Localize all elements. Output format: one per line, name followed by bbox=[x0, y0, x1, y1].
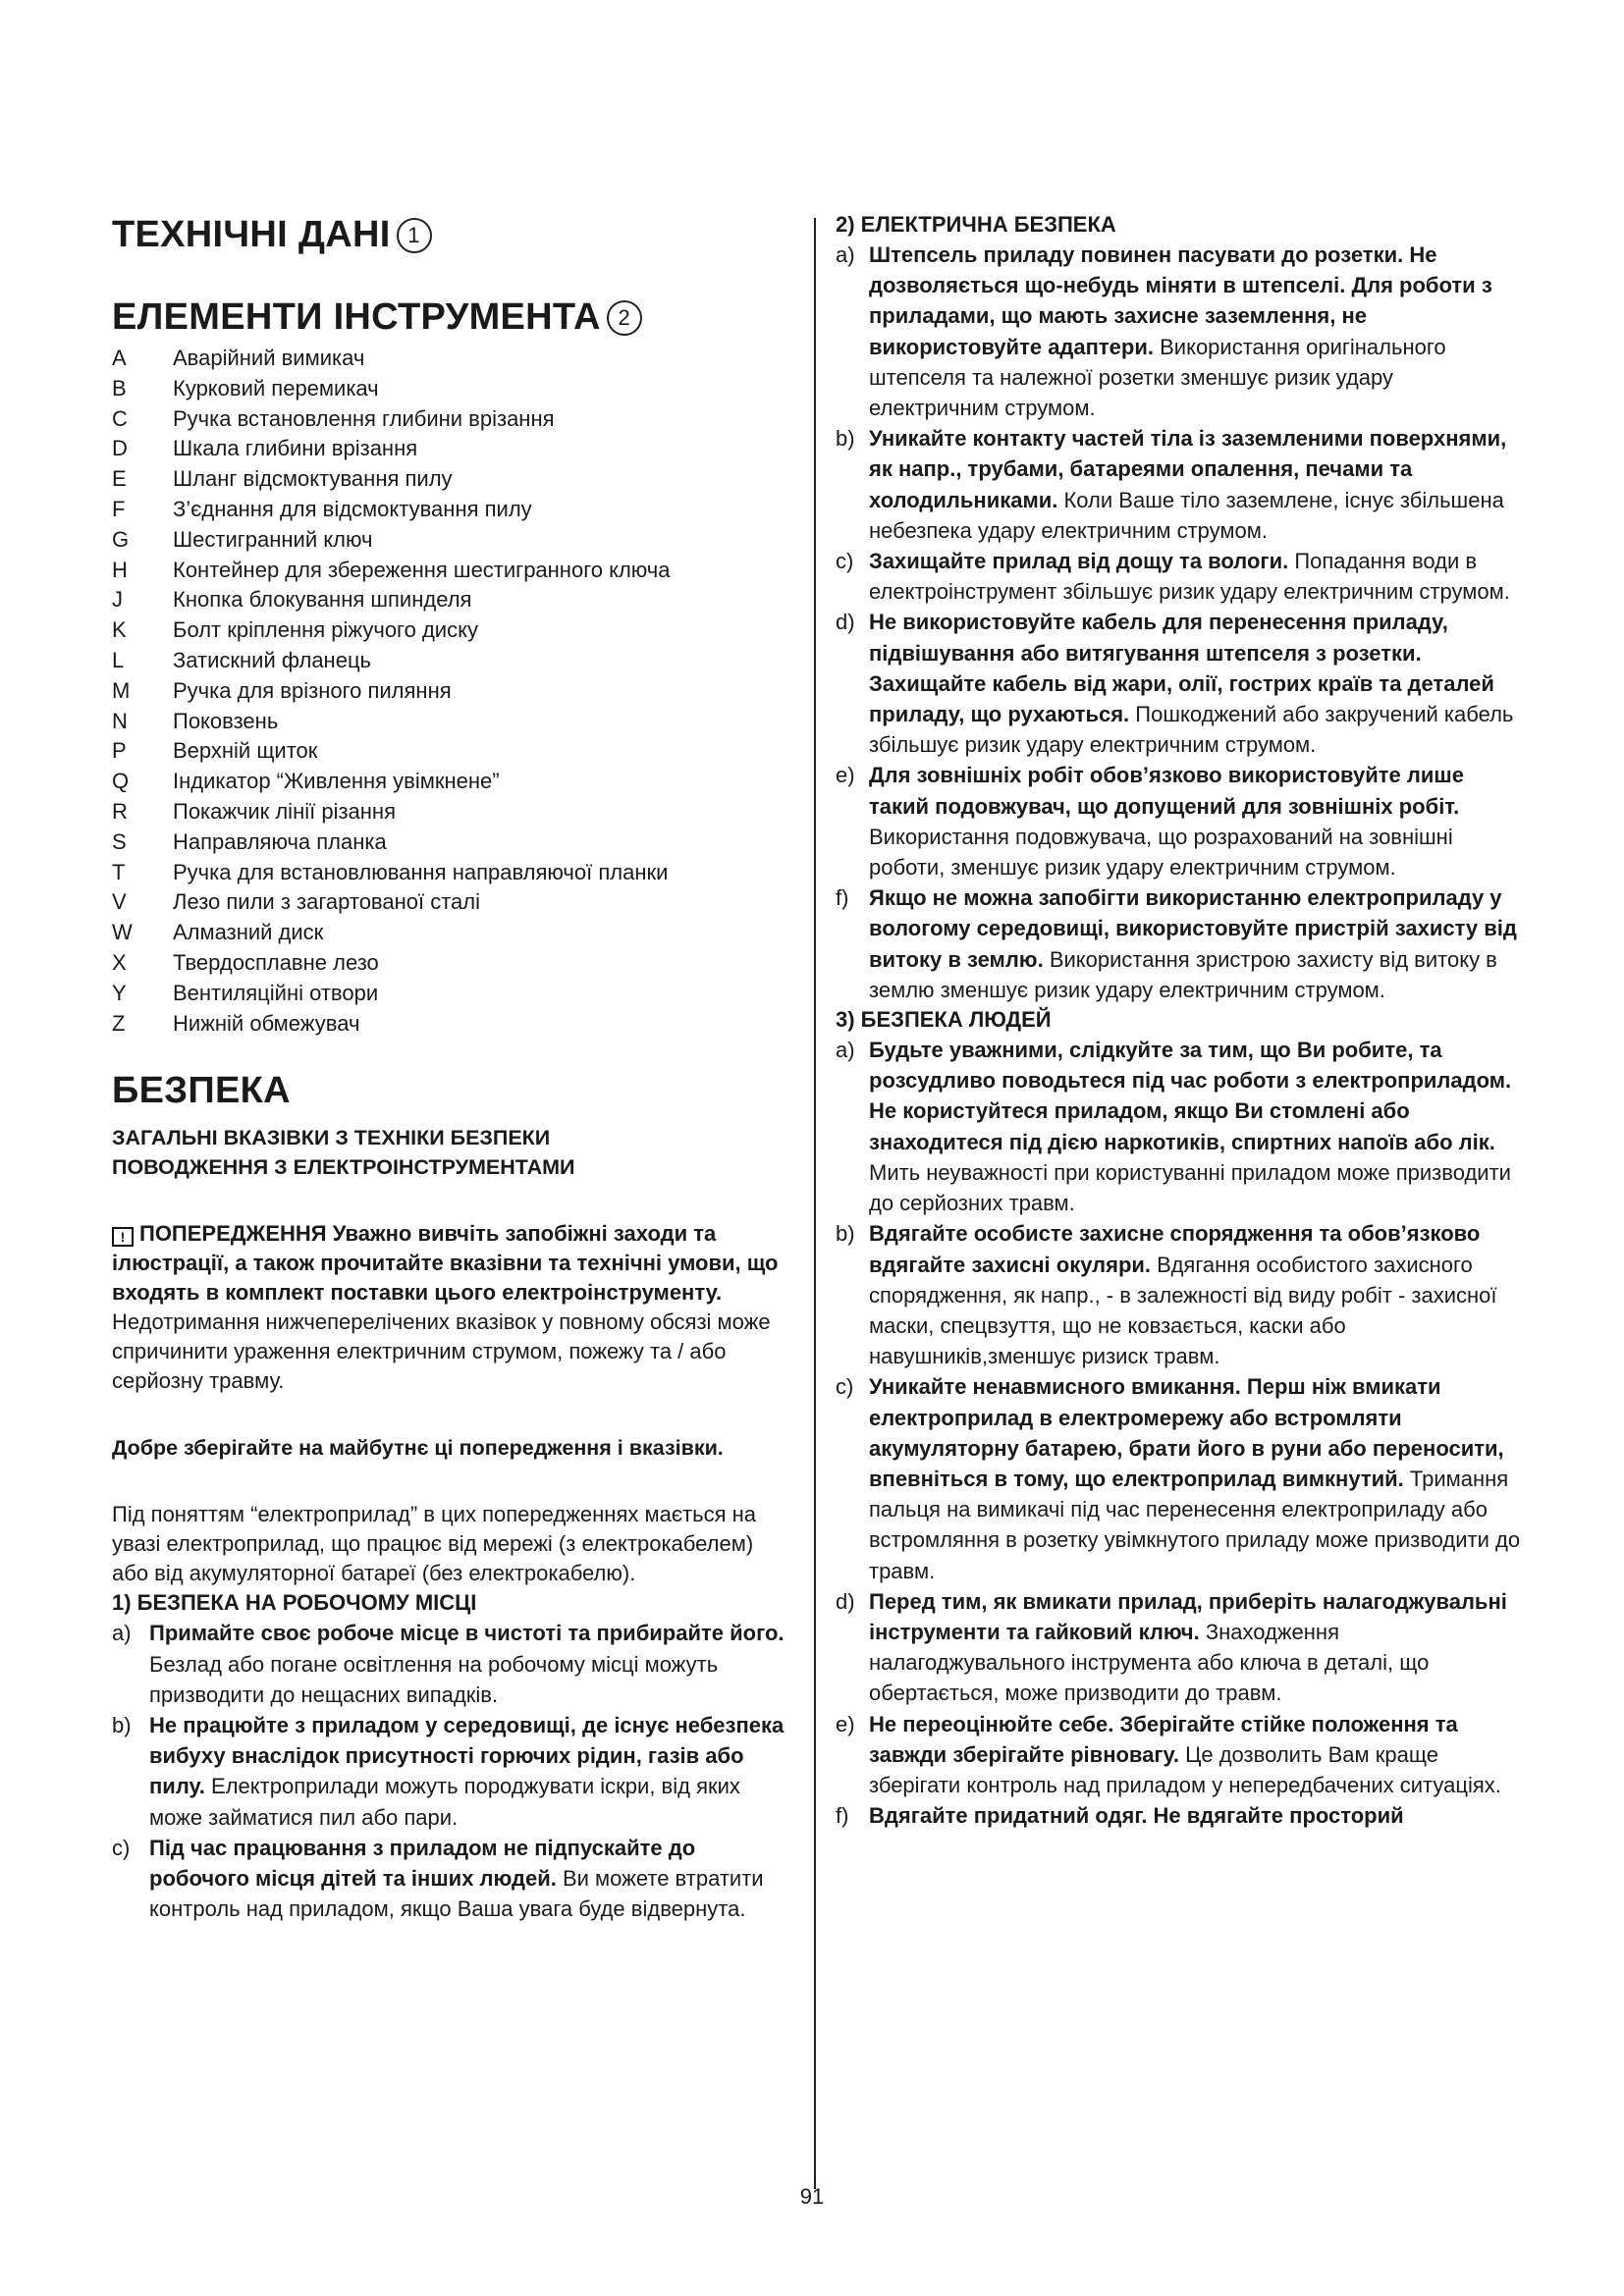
part-label: З’єднання для відсмоктування пилу bbox=[173, 496, 532, 521]
item-label: e) bbox=[836, 1711, 855, 1736]
part-item bbox=[112, 464, 789, 495]
item-plain-text: Попадання води в електроінструмент збільшує ризик удару електричним струмом. bbox=[869, 549, 1510, 605]
electrical-safety-item bbox=[836, 546, 1529, 607]
section-2-title: 2) ЕЛЕКТРИЧНА БЕЗПЕКА bbox=[836, 212, 1116, 237]
part-label: Кнопка блокування шпинделя bbox=[173, 587, 472, 613]
part-key: F bbox=[112, 496, 126, 521]
part-key: T bbox=[112, 859, 126, 884]
item-plain-text: Використання оригінального штепселя та належної розетки зменшує ризик удару електричним струмом. bbox=[869, 334, 1446, 421]
safety-heading: БЕЗПЕКА bbox=[112, 1070, 291, 1112]
item-text bbox=[149, 1618, 789, 1710]
part-item bbox=[112, 646, 789, 676]
item-text bbox=[869, 1035, 1529, 1218]
item-label: a) bbox=[836, 242, 855, 267]
item-bold-text: Захищайте прилад від дощу та вологи. bbox=[869, 549, 1289, 574]
part-item bbox=[112, 676, 789, 707]
part-item bbox=[112, 404, 789, 435]
item-bold-text: Штепсель приладу повинен пасувати до розетки. Не дозволяється що-небудь міняти в штепселі. Для роботи з приладами, що мають захисне заземлення, не використовуйте адаптери. bbox=[869, 242, 1492, 359]
part-label: Нижній обмежувач bbox=[173, 1010, 360, 1036]
part-key: P bbox=[112, 738, 127, 764]
part-label: Шланг відсмоктування пилу bbox=[173, 466, 453, 492]
item-plain-text: Ви можете втратити контроль над приладом, якщо Ваша увага буде відвернута. bbox=[149, 1865, 764, 1922]
electrical-safety-item bbox=[836, 240, 1529, 423]
part-item bbox=[112, 767, 789, 797]
part-item bbox=[112, 918, 789, 948]
item-text bbox=[869, 1709, 1529, 1801]
item-text bbox=[869, 423, 1529, 546]
definition-paragraph: Під поняттям “електроприлад” в цих попередженнях мається на увазі електроприлад, що працює від мережі (з електрокабелем) або від акумуляторної батареї (без електрокабелю). bbox=[112, 1502, 757, 1586]
item-plain-text: Це дозволить Вам краще зберігати контроль над приладом у непередбачених ситуаціях. bbox=[869, 1741, 1501, 1797]
part-label: Аварійний вимикач bbox=[173, 346, 365, 370]
item-plain-text: Електроприлади можуть породжувати іскри, від яких може займатися пил або пари. bbox=[149, 1774, 740, 1830]
electrical-safety-item bbox=[836, 760, 1529, 882]
part-item bbox=[112, 615, 789, 646]
item-bold-text: Під час працювання з приладом не підпускайте до робочого місця дітей та інших людей. bbox=[149, 1835, 696, 1891]
part-label: Верхній щиток bbox=[173, 738, 318, 764]
part-label: Індикатор “Живлення увімкнене” bbox=[173, 769, 500, 794]
item-bold-text: Якщо не можна запобігти використанню електроприладу у вологому середовищі, використовуйте пристрій захисту від витоку в землю. bbox=[869, 885, 1517, 972]
part-item bbox=[112, 979, 789, 1009]
part-item bbox=[112, 887, 789, 918]
part-label: Ручка встановлення глибини врізання bbox=[173, 405, 555, 431]
keep-instructions: Добре зберігайте на майбутнє ці попередження і вказівки. bbox=[112, 1436, 724, 1461]
part-key: K bbox=[112, 617, 127, 643]
item-text bbox=[869, 760, 1529, 882]
part-key: R bbox=[112, 798, 128, 824]
personal-safety-item bbox=[836, 1800, 1529, 1831]
personal-safety-item bbox=[836, 1371, 1529, 1585]
item-bold-text: Вдягайте особисте захисне спорядження та обов’язково вдягайте захисні окуляри. bbox=[869, 1221, 1481, 1277]
part-item bbox=[112, 707, 789, 737]
item-label: d) bbox=[836, 610, 855, 635]
item-bold-text: Примайте своє робоче місце в чистоті та прибирайте його. bbox=[149, 1621, 785, 1646]
item-label: f) bbox=[836, 1803, 849, 1829]
item-text bbox=[869, 240, 1529, 423]
part-item bbox=[112, 858, 789, 888]
item-bold-text: Уникайте контакту частей тіла із заземленими поверхнями, як напр., трубами, батареями опалення, печами та холодильниками. bbox=[869, 426, 1507, 512]
part-key: L bbox=[112, 647, 125, 672]
part-key: D bbox=[112, 436, 128, 461]
item-label: a) bbox=[836, 1038, 855, 1063]
page-number: 91 bbox=[799, 2184, 825, 2209]
left-column bbox=[112, 210, 789, 1924]
part-label: Болт кріплення ріжучого диску bbox=[173, 617, 478, 643]
part-label: Твердосплавне лезо bbox=[173, 949, 379, 975]
item-bold-text: Перед тим, як вмикати прилад, приберіть налагоджувальні інструменти та гайковий ключ. bbox=[869, 1588, 1507, 1644]
item-plain-text: Використання зристрою захисту від витоку в землю зменшує ризик удару електричним струмом. bbox=[869, 946, 1497, 1002]
item-text bbox=[869, 1218, 1529, 1371]
item-label: b) bbox=[112, 1712, 132, 1737]
part-label: Шестигранний ключ bbox=[173, 526, 373, 552]
part-label: Контейнер для збереження шестигранного ключа bbox=[173, 557, 671, 582]
part-label: Поковзень bbox=[173, 708, 279, 733]
part-key: Q bbox=[112, 769, 130, 794]
parts-list bbox=[112, 344, 789, 1039]
part-label: Вентиляційні отвори bbox=[173, 980, 379, 1005]
part-item bbox=[112, 374, 789, 404]
workplace-safety-item bbox=[112, 1833, 789, 1925]
part-item bbox=[112, 585, 789, 615]
section-3-items bbox=[836, 1035, 1529, 1831]
item-text bbox=[149, 1710, 789, 1833]
part-item bbox=[112, 1009, 789, 1040]
column-divider bbox=[814, 218, 816, 2189]
item-bold-text: Не працюйте з приладом у середовищі, де існує небезпека вибуху внаслідок присутності горючих рідин, газів або пилу. bbox=[149, 1712, 785, 1799]
item-label: b) bbox=[836, 1221, 855, 1247]
electrical-safety-item bbox=[836, 607, 1529, 760]
part-key: G bbox=[112, 526, 130, 552]
item-bold-text: Не переоцінюйте себе. Зберігайте стійке положення та завжди зберігайте рівновагу. bbox=[869, 1711, 1458, 1767]
personal-safety-item bbox=[836, 1586, 1529, 1709]
item-plain-text: Пошкоджений або закручений кабель збільшує ризик удару електричним струмом. bbox=[869, 702, 1514, 758]
part-label: Ручка для врізного пиляння bbox=[173, 677, 452, 703]
part-key: B bbox=[112, 375, 127, 400]
warning-triangle-icon: ! bbox=[112, 1227, 134, 1247]
section-2-items bbox=[836, 240, 1529, 1005]
workplace-safety-item bbox=[112, 1618, 789, 1710]
item-text bbox=[869, 1371, 1529, 1585]
part-label: Ручка для встановлювання направляючої планки bbox=[173, 859, 669, 884]
part-item bbox=[112, 556, 789, 586]
personal-safety-item bbox=[836, 1035, 1529, 1218]
part-key: M bbox=[112, 677, 131, 703]
item-plain-text: Вдягання особистого захисного спорядження, як напр., - в залежності від виду робіт - захисної маски, спецвзуття, що не ковзається, каски або навушників,зменшує ризиск травм. bbox=[869, 1252, 1497, 1369]
part-label: Направляюча планка bbox=[173, 828, 387, 854]
tool-elements-heading: ЕЛЕМЕНТИ ІНСТРУМЕНТА 2 bbox=[112, 294, 789, 340]
right-column bbox=[836, 210, 1529, 1831]
part-key: S bbox=[112, 828, 127, 854]
item-text bbox=[869, 882, 1529, 1005]
warning-paragraph: ! ПОПЕРЕДЖЕННЯ Уважно вивчіть запобіжні заходи та ілюстрації, а також прочитайте вказівни та технічні умови, що входять в комплект поставки цього електроінструменту. Недотримання нижчеперелічених вказівок у повному обсязі може спричинити ураження електричним струмом, пожежу та / або серйозну травму. bbox=[112, 1221, 779, 1394]
part-key: W bbox=[112, 920, 133, 945]
part-item bbox=[112, 525, 789, 556]
item-plain-text: Мить неуважності при користуванні приладом може призводити до серйозних травм. bbox=[869, 1159, 1511, 1216]
item-plain-text: Коли Ваше тіло заземлене, існує збільшена небезпека удару електричним струмом. bbox=[869, 487, 1504, 543]
figure-ref-1: 1 bbox=[397, 218, 432, 253]
personal-safety-item bbox=[836, 1709, 1529, 1801]
item-plain-text: Тримання пальця на вимикачі під час перенесення електроприладу або встромляння в розетку увімкнутого приладу може призводити до травм. bbox=[869, 1466, 1521, 1583]
item-label: b) bbox=[836, 426, 855, 452]
item-text bbox=[149, 1833, 789, 1925]
electrical-safety-item bbox=[836, 882, 1529, 1005]
part-label: Покажчик лінії різання bbox=[173, 798, 396, 824]
part-item bbox=[112, 736, 789, 767]
item-plain-text: Використання подовжувача, що розрахований на зовнішні роботи, зменшує ризик удару електричним струмом. bbox=[869, 824, 1453, 881]
part-label: Затискний фланець bbox=[173, 647, 372, 672]
item-bold-text: Вдягайте придатний одяг. Не вдягайте просторий bbox=[869, 1803, 1404, 1829]
part-key: N bbox=[112, 708, 128, 733]
item-bold-text: Для зовнішніх робіт обов’язково використовуйте лише такий подовжувач, що допущений для зовнішніх робіт. bbox=[869, 763, 1464, 819]
technical-data-heading: ТЕХНІЧНІ ДАНІ 1 bbox=[112, 212, 789, 257]
item-label: a) bbox=[112, 1621, 132, 1646]
item-label: c) bbox=[112, 1835, 131, 1860]
section-3-title: 3) БЕЗПЕКА ЛЮДЕЙ bbox=[836, 1007, 1052, 1033]
part-item bbox=[112, 495, 789, 525]
part-item bbox=[112, 797, 789, 828]
item-text bbox=[869, 546, 1529, 607]
item-text bbox=[869, 1800, 1529, 1831]
item-label: e) bbox=[836, 763, 855, 788]
part-key: E bbox=[112, 466, 127, 492]
item-bold-text: Будьте уважними, слідкуйте за тим, що Ви робите, та розсудливо поводьтеся під час роботи з електроприладом. Не користуйтеся приладом, якщо Ви стомлені або знаходитеся під дією наркотиків, спиртних напоїв або лік. bbox=[869, 1038, 1512, 1154]
item-plain-text: Безлад або погане освітлення на робочому місці можуть призводити до нещасних випадків. bbox=[149, 1651, 719, 1707]
part-label: Лезо пили з загартованої сталі bbox=[173, 889, 481, 915]
item-label: c) bbox=[836, 1374, 854, 1400]
part-label: Курковий перемикач bbox=[173, 375, 379, 400]
part-key: A bbox=[112, 346, 127, 370]
item-plain-text: Знаходження налагоджувального інструмента або ключа в деталі, що обертається, може призводити до травм. bbox=[869, 1619, 1430, 1706]
general-safety-subheading: ЗАГАЛЬНІ ВКАЗІВКИ З ТЕХНІКИ БЕЗПЕКИ ПОВОДЖЕННЯ З ЕЛЕКТРОІНСТРУМЕНТАМИ bbox=[112, 1126, 575, 1180]
item-label: f) bbox=[836, 885, 849, 911]
part-key: C bbox=[112, 405, 128, 431]
part-label: Шкала глибини врізання bbox=[173, 436, 418, 461]
item-label: d) bbox=[836, 1588, 855, 1614]
workplace-safety-item bbox=[112, 1710, 789, 1833]
figure-ref-2: 2 bbox=[607, 300, 642, 336]
part-item bbox=[112, 434, 789, 464]
part-key: Z bbox=[112, 1010, 126, 1036]
part-item bbox=[112, 344, 789, 374]
electrical-safety-item bbox=[836, 423, 1529, 546]
personal-safety-item bbox=[836, 1218, 1529, 1371]
part-key: X bbox=[112, 949, 127, 975]
part-item bbox=[112, 828, 789, 858]
part-label: Алмазний диск bbox=[173, 920, 324, 945]
part-item bbox=[112, 948, 789, 979]
section-1-title: 1) БЕЗПЕКА НА РОБОЧОМУ МІСЦІ bbox=[112, 1590, 477, 1616]
part-key: H bbox=[112, 557, 128, 582]
part-key: J bbox=[112, 587, 123, 613]
item-bold-text: Уникайте ненавмисного вмикання. Перш ніж вмикати електроприлад в електромережу або встромляти акумуляторну батарею, брати його в руни або переносити, впевніться в тому, що електроприлад вимкнутий. bbox=[869, 1374, 1504, 1491]
part-key: Y bbox=[112, 980, 127, 1005]
item-text bbox=[869, 1586, 1529, 1709]
item-bold-text: Не використовуйте кабель для перенесення приладу, підвішування або витягування штепселя з розетки. Захищайте кабель від жари, олії, гострих країв та деталей приладу, що рухаються. bbox=[869, 610, 1494, 727]
section-1-items bbox=[112, 1618, 789, 1924]
item-text bbox=[869, 607, 1529, 760]
item-label: c) bbox=[836, 549, 854, 574]
part-key: V bbox=[112, 889, 127, 915]
